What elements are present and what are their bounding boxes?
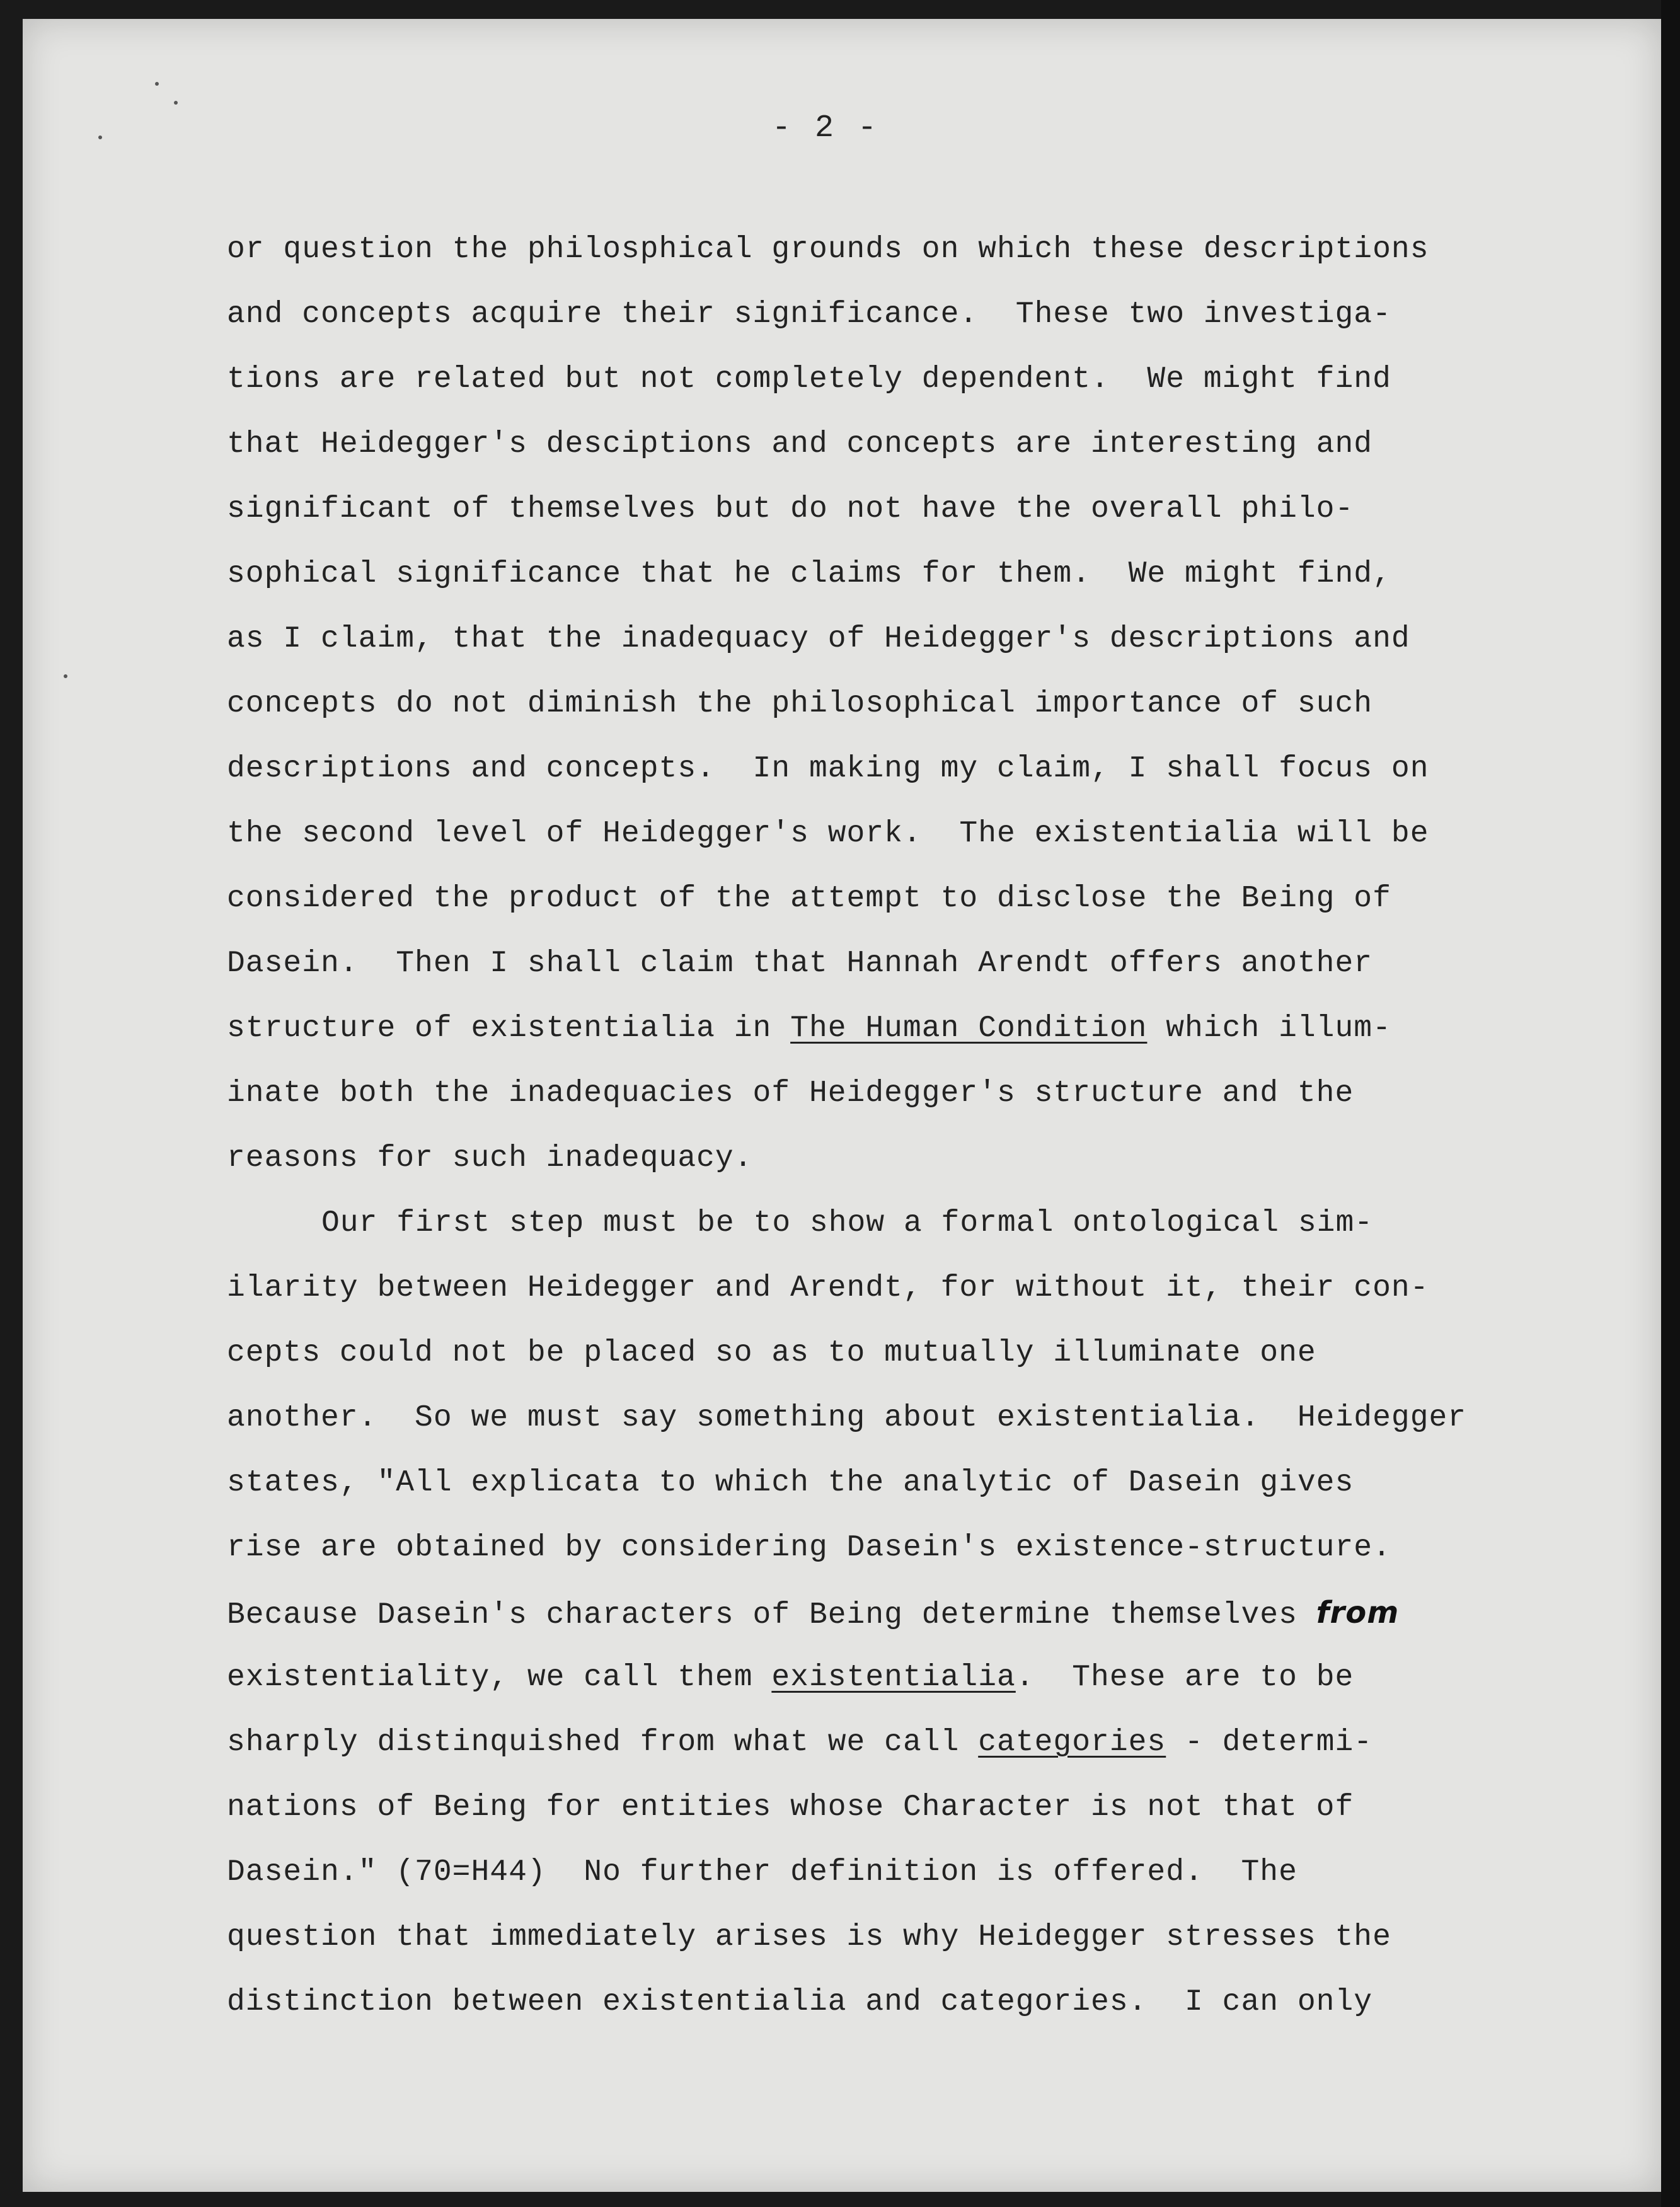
text-line: that Heidegger's desciptions and concepts are interesting and <box>227 427 1373 461</box>
text-line: cepts could not be placed so as to mutually illuminate one <box>227 1336 1316 1370</box>
text-line <box>227 996 1550 1061</box>
text-line: another. So we must say something about existentialia. Heidegger <box>227 1401 1467 1435</box>
page-number: - 2 - <box>771 110 880 146</box>
text-line: reasons for such inadequacy. <box>227 1141 753 1175</box>
text-line <box>227 1710 1550 1775</box>
text-line: and concepts acquire their significance. These two investiga- <box>227 297 1391 331</box>
body-text <box>227 217 1550 2035</box>
text-segment: Because Dasein's characters of Being determine themselves <box>227 1598 1316 1632</box>
text-line: inate both the inadequacies of Heidegger's structure and the <box>227 1076 1354 1110</box>
text-line: or question the philosphical grounds on which these descriptions <box>227 233 1429 267</box>
text-line: Our first step must be to show a formal ontological sim- <box>321 1206 1374 1240</box>
text-segment: . These are to be <box>1015 1661 1354 1695</box>
text-line: sophical significance that he claims for them. We might find, <box>227 557 1391 591</box>
text-line: descriptions and concepts. In making my claim, I shall focus on <box>227 752 1429 786</box>
scan-speck <box>155 82 159 86</box>
scan-speck <box>98 135 102 139</box>
text-segment: existentiality, we call them <box>227 1661 772 1695</box>
scanner-edge <box>1661 0 1680 2207</box>
text-line <box>227 1581 1550 1645</box>
text-segment: sharply distinquished from what we call <box>227 1726 979 1760</box>
scan-speck <box>174 101 178 105</box>
scan-speck <box>64 674 67 678</box>
text-line: concepts do not diminish the philosophical importance of such <box>227 687 1373 721</box>
text-line: the second level of Heidegger's work. The existentialia will be <box>227 817 1429 851</box>
text-line: distinction between existentialia and categories. I can only <box>227 1985 1373 2019</box>
text-line: states, "All explicata to which the analytic of Dasein gives <box>227 1466 1354 1500</box>
text-segment: - determi- <box>1166 1726 1373 1760</box>
text-segment: which illum- <box>1147 1011 1391 1046</box>
text-line: Dasein. Then I shall claim that Hannah Arendt offers another <box>227 947 1373 981</box>
text-line: Dasein." (70=H44) No further definition is offered. The <box>227 1855 1297 1889</box>
text-line: ilarity between Heidegger and Arendt, for without it, their con- <box>227 1271 1429 1305</box>
text-line <box>227 1645 1550 1710</box>
text-line: question that immediately arises is why Heidegger stresses the <box>227 1920 1391 1954</box>
text-line: rise are obtained by considering Dasein's existence-structure. <box>227 1531 1391 1565</box>
text-segment: structure of existentialia in <box>227 1011 791 1046</box>
text-line: nations of Being for entities whose Character is not that of <box>227 1790 1354 1824</box>
handwritten-correction: from <box>1316 1595 1400 1630</box>
book-title-underlined: The Human Condition <box>790 1011 1148 1046</box>
text-line: as I claim, that the inadequacy of Heidegger's descriptions and <box>227 622 1410 656</box>
text-line: significant of themselves but do not have the overall philo- <box>227 492 1354 526</box>
text-line: considered the product of the attempt to disclose the Being of <box>227 882 1391 916</box>
term-underlined: categories <box>978 1726 1166 1760</box>
text-line: tions are related but not completely dependent. We might find <box>227 362 1391 396</box>
term-underlined: existentialia <box>771 1661 1016 1695</box>
